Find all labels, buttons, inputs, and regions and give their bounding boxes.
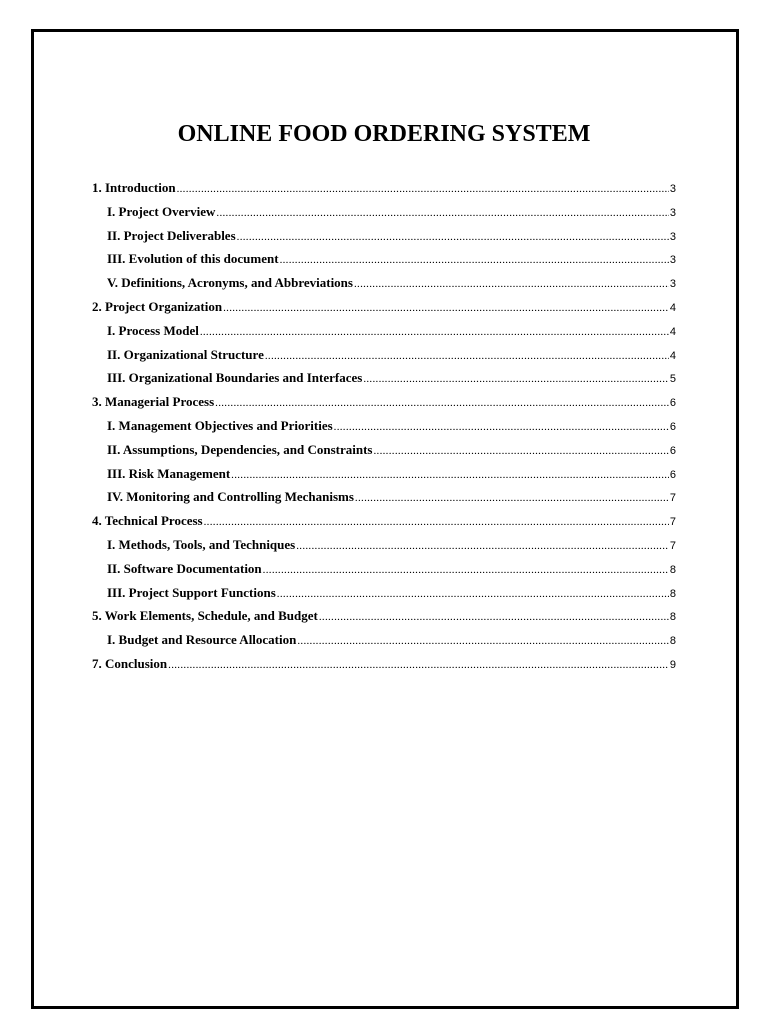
toc-page-number: 3	[669, 254, 676, 267]
toc-entry[interactable]	[92, 394, 676, 418]
toc-entry-label: 2. Project Organization	[92, 298, 223, 314]
toc-entry[interactable]	[92, 228, 676, 252]
toc-entry[interactable]	[92, 347, 676, 371]
toc-entry-label: I. Project Overview	[107, 203, 216, 219]
toc-dot-leader	[237, 231, 669, 243]
toc-entry-label: I. Budget and Resource Allocation	[107, 632, 297, 648]
toc-page-number: 4	[669, 301, 676, 314]
toc-page-number: 3	[669, 230, 676, 243]
toc-dot-leader	[231, 469, 669, 481]
toc-entry[interactable]	[92, 323, 676, 347]
toc-entry-label: II. Assumptions, Dependencies, and Constraints	[107, 441, 373, 457]
toc-dot-leader	[200, 326, 669, 338]
toc-entry[interactable]	[92, 418, 676, 442]
toc-dot-leader	[215, 397, 669, 409]
toc-page-number: 7	[669, 539, 676, 552]
toc-page-number: 8	[669, 611, 676, 624]
toc-entry[interactable]	[92, 489, 676, 513]
toc-dot-leader	[223, 302, 669, 314]
toc-entry-label: II. Organizational Structure	[107, 346, 264, 362]
toc-entry-label: 5. Work Elements, Schedule, and Budget	[92, 608, 318, 624]
toc-page-number: 6	[669, 444, 676, 457]
toc-entry[interactable]	[92, 561, 676, 585]
toc-dot-leader	[354, 278, 669, 290]
table-of-contents	[92, 180, 676, 680]
toc-entry[interactable]	[92, 204, 676, 228]
toc-page-number: 8	[669, 587, 676, 600]
toc-page-number: 4	[669, 325, 676, 338]
toc-entry-label: III. Risk Management	[107, 465, 231, 481]
toc-entry-label: III. Evolution of this document	[107, 251, 279, 267]
toc-entry[interactable]	[92, 251, 676, 275]
toc-entry-label: III. Project Support Functions	[107, 584, 276, 600]
toc-entry[interactable]	[92, 442, 676, 466]
toc-entry-label: 3. Managerial Process	[92, 394, 215, 410]
toc-page-number: 9	[669, 658, 676, 671]
toc-page-number: 3	[669, 278, 676, 291]
toc-entry[interactable]	[92, 513, 676, 537]
toc-page-number: 4	[669, 349, 676, 362]
toc-dot-leader	[296, 540, 669, 552]
toc-entry-label: 4. Technical Process	[92, 513, 203, 529]
toc-dot-leader	[280, 254, 669, 266]
toc-page-number: 7	[669, 516, 676, 529]
toc-dot-leader	[297, 635, 669, 647]
toc-page-number: 7	[669, 492, 676, 505]
toc-entry[interactable]	[92, 608, 676, 632]
toc-page-number: 3	[669, 183, 676, 195]
toc-dot-leader	[363, 373, 669, 385]
toc-dot-leader	[204, 516, 669, 528]
toc-entry[interactable]	[92, 180, 676, 204]
toc-dot-leader	[168, 659, 669, 671]
toc-dot-leader	[334, 421, 669, 433]
toc-dot-leader	[216, 207, 668, 219]
toc-entry[interactable]	[92, 585, 676, 609]
toc-dot-leader	[263, 564, 669, 576]
toc-page-number: 8	[669, 635, 676, 648]
toc-entry[interactable]	[92, 275, 676, 299]
toc-page-number: 6	[669, 420, 676, 433]
toc-dot-leader	[373, 445, 668, 457]
toc-entry-label: IV. Monitoring and Controlling Mechanisms	[107, 489, 354, 505]
toc-page-number: 5	[669, 373, 676, 386]
toc-page-number: 6	[669, 468, 676, 481]
toc-entry-label: I. Methods, Tools, and Techniques	[107, 536, 296, 552]
toc-entry-label: I. Management Objectives and Priorities	[107, 417, 333, 433]
toc-entry-label: I. Process Model	[107, 322, 199, 338]
toc-dot-leader	[265, 350, 669, 362]
toc-entry[interactable]	[92, 537, 676, 561]
toc-page-number: 6	[669, 397, 676, 410]
toc-page-number: 3	[669, 206, 676, 219]
toc-entry[interactable]	[92, 370, 676, 394]
toc-entry[interactable]	[92, 656, 676, 680]
toc-entry-label: V. Definitions, Acronyms, and Abbreviations	[107, 275, 353, 291]
toc-dot-leader	[277, 588, 669, 600]
document-title: ONLINE FOOD ORDERING SYSTEM	[177, 121, 591, 147]
toc-dot-leader	[319, 611, 669, 623]
toc-page-number: 8	[669, 563, 676, 576]
toc-entry-label: 1. Introduction	[92, 180, 176, 195]
toc-dot-leader	[177, 183, 669, 195]
toc-dot-leader	[355, 492, 669, 504]
toc-entry-label: III. Organizational Boundaries and Interfaces	[107, 370, 363, 386]
toc-entry[interactable]	[92, 299, 676, 323]
toc-entry[interactable]	[92, 632, 676, 656]
toc-entry-label: 7. Conclusion	[92, 655, 168, 671]
toc-entry-label: II. Software Documentation	[107, 560, 262, 576]
toc-entry-label: II. Project Deliverables	[107, 227, 236, 243]
toc-entry[interactable]	[92, 466, 676, 490]
